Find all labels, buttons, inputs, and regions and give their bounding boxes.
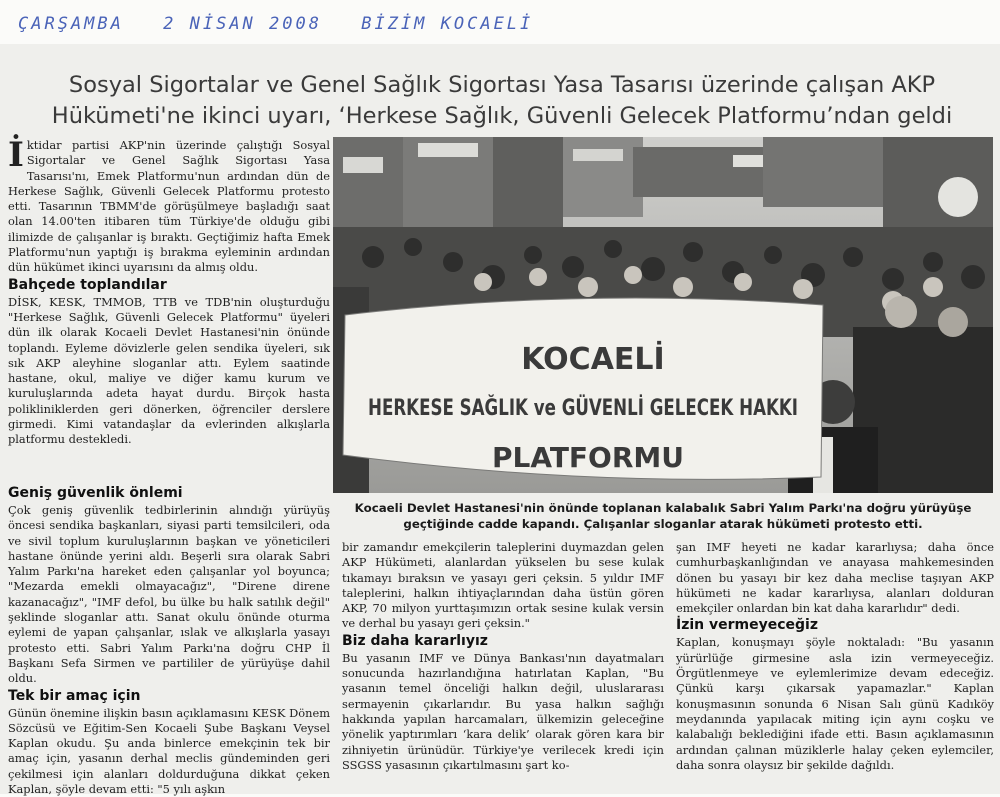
handwritten-dateline: [18, 6, 618, 42]
subheading-guvenlik: Geniş güvenlik önlemi: [8, 485, 183, 501]
column-3: [676, 540, 994, 773]
banner-text-2: HERKESE SAĞLIK ve GÜVENLİ GELECEK HAKKI: [368, 396, 936, 421]
banner-text-3: PLATFORMU: [491, 441, 685, 474]
column-2: [342, 540, 664, 773]
paragraph-3: Günün önemine ilişkin basın açıklamasını KESK Dönem Sözcüsü ve Eğitim-Sen Kocaeli Şube Başkanı Veysel Kaplan okudu. Şu anda binlerce emekçinin tek bir amaç için, yasanın derhal meclis gündeminden geri çekilmesi için alanları doldurduğuna dikkat çeken Kaplan, şöyle devam etti: "5 yılı aşkın: [8, 705, 330, 797]
protest-photo: [333, 137, 993, 493]
protest-photo-drawing: [333, 137, 993, 493]
banner-text-1: KOCAELİ: [521, 342, 665, 377]
subheading-kararli: Biz daha kararlıyız: [342, 632, 488, 649]
photo-caption: [333, 500, 993, 532]
caption-line-1: Kocaeli Devlet Hastanesi'nin önünde toplanan kalabalık Sabri Yalım Parkı'na doğru yürüyüşe: [354, 501, 972, 515]
column-1-top: [8, 135, 330, 448]
paragraph-4: bir zamandır emekçilerin taleplerini duymazdan gelen AKP Hükümeti, alanlardan yükselen bu sese kulak tıkamayı bıraksın ve yasayı geri çeksin. 5 yıldır IMF taleplerini, halkın ihtiyaçlarından daha üstün gören AKP, 70 milyon yurttaşımızın ortak sesine kulak versin ve derhal bu yasayı geri çeksin.": [342, 540, 664, 631]
subheading-izin: İzin vermeyeceğiz: [676, 617, 818, 634]
intro-text: ktidar partisi AKP'nin üzerinde çalıştığı Sosyal Sigortalar ve Genel Sağlık Sigortası Yasa Tasarısı'nı, Emek Platformu'nun ardından dün de Herkese Sağlık, Güvenli Gelecek Platformu protesto etti. Tasarının TBMM'de görüşülmeye başladığı saat olan 14.00'ten itibaren tüm Türkiye'de olduğu gibi ilimizde de çalışanlar iş bıraktı. Geçtiğimiz hafta Emek Platformu'nun yaptığı iş bırakma eyleminin ardından dün hükümet ikinci uyarısını da almış oldu.: [8, 138, 330, 275]
column-1-bottom: [8, 484, 330, 797]
paragraph-6: şan IMF heyeti ne kadar kararlıysa; daha önce cumhurbaşkanlığından ve anayasa mahkemesinden dönen bu yasayı bir kez daha meclise taşıyan AKP hükümeti ne kadar kararlıysa, alanları dolduran emekçiler onlardan bin kat daha kararlıdır" dedi.: [676, 540, 994, 616]
article-headline: [8, 70, 996, 132]
paragraph-7: Kaplan, konuşmayı şöyle noktaladı: "Bu yasanın yürürlüğe girmesine asla izin vermeyeceğiz. Örgütlenmeye ve eylemlerimize devam edeceğiz. Çünkü karşı çıkarsak yapamazlar." Kaplan konuşmasının sonunda 6 Nisan Salı günü Kadıköy meydanında yapılacak miting için aynı coşku ve kalabalığı beklediğini ifade etti. Basın açıklamasının ardından çalınan müziklerle halay çeken eylemciler, daha sonra olaysız bir şekilde dağıldı.: [676, 635, 994, 772]
paragraph-1: DİSK, KESK, TMMOB, TTB ve TDB'nin oluşturduğu "Herkese Sağlık, Güvenli Gelecek Platformu" üyeleri dün ilk olarak Kocaeli Devlet Hastanesi'nin önünde toplandı. Eyleme dövizlerle gelen sendika üyeleri, sık sık AKP aleyhine sloganlar attı. Eylem saatinde hastane, okul, maliye ve diğer kamu kurum ve kuruluşlarında adeta hayat durdu. Birçok hasta polikliniklerden geri dönerken, öğrenciler derslere girmedi. Kimi vatandaşlar da evlerinden alkışlarla platformu destekledi.: [8, 294, 330, 447]
dateline-date: 2 NİSAN 2008: [163, 14, 322, 34]
headline-line-2: Hükümeti'ne ikinci uyarı, ‘Herkese Sağlık, Güvenli Gelecek Platformu’ndan geldi: [51, 103, 953, 129]
intro-paragraph: [8, 135, 330, 276]
paragraph-5: Bu yasanın IMF ve Dünya Bankası'nın dayatmaları sonucunda hazırlandığına hatırlatan Kaplan, "Bu yasanın temel önceliği halkın değil, uluslararası sermayenin çıkarlarıdır. Bu yasa halkın sağlığı hakkında yapılan harcamaları, ülkemizin geleceğine yönelik yaptırımları ‘kara delik’ olarak gören kara bir zihniyetin ürünüdür. Türkiye'ye verilecek kredi için SSGSS yasasının çıkartılmasını şart ko-: [342, 650, 664, 772]
dropcap: İ: [8, 135, 24, 175]
paragraph-2: Çok geniş güvenlik tedbirlerinin alındığı yürüyüş öncesi sendika başkanları, siyasi parti temsilcileri, oda ve sivil toplum kuruluşlarının başkan ve yöneticileri hastane önünde yerini aldı. Beşerli sıra olarak Sabri Yalım Parkı'na hareket eden çalışanlar yol boyunca; "Mezarda emekli olmayacağız", "Direne direne kazanacağız", "IMF defol, bu ülke bu halk satılık değil" şeklinde sloganlar attı. Sanat okulu önünde oturma eylemi de yapan çalışanlar, ıslak ve alkışlarla yasayı protesto etti. Sabri Yalım Parkı'na doğru CHP İl Başkanı Sefa Sirmen ve partililer de yürüyüşe dahil oldu.: [8, 503, 330, 686]
subheading-bahcede: Bahçede toplandılar: [8, 276, 167, 293]
dateline-day: ÇARŞAMBA: [18, 14, 124, 34]
dateline-paper: BİZİM KOCAELİ: [361, 14, 534, 34]
subheading-amac: Tek bir amaç için: [8, 687, 141, 704]
caption-line-2: geçtiğinde cadde kapandı. Çalışanlar sloganlar atarak hükümeti protesto etti.: [403, 517, 923, 531]
headline-line-1: Sosyal Sigortalar ve Genel Sağlık Sigortası Yasa Tasarısı üzerinde çalışan AKP: [68, 72, 936, 98]
